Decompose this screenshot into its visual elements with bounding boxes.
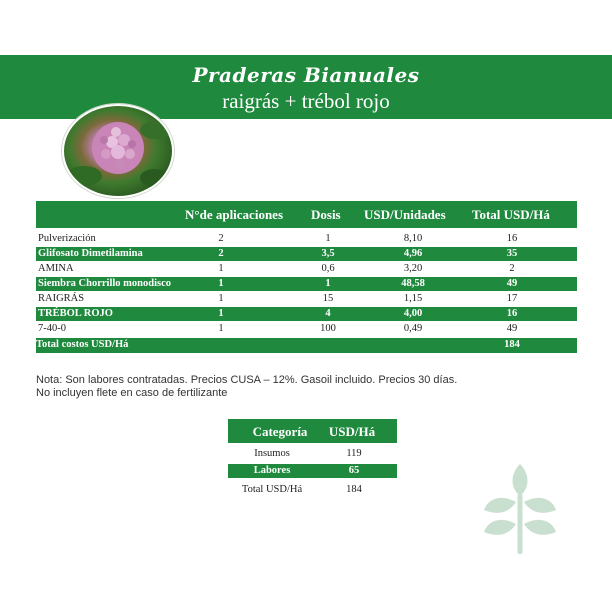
header-usd-unidades: USD/Unidades — [364, 207, 446, 222]
summary-label: Total USD/Há — [241, 484, 303, 495]
cell-usd-unidades: 0,49 — [403, 323, 423, 334]
summary-row — [228, 464, 397, 478]
summary-value: 119 — [346, 448, 362, 459]
table-row — [36, 277, 577, 291]
cell-usd-unidades: 3,20 — [403, 263, 423, 274]
cell-aplicaciones: 2 — [218, 233, 224, 244]
summary-table-header — [228, 419, 397, 443]
summary-row — [228, 447, 397, 461]
note-line-1: Nota: Son labores contratadas. Precios CUSA – 12%. Gasoil incluido. Precios 30 días. — [36, 374, 458, 386]
cell-aplicaciones: 1 — [218, 323, 224, 334]
cell-usd-unidades: 1,15 — [403, 293, 423, 304]
page-subtitle: raigrás + trébol rojo — [222, 89, 390, 113]
summary-header-usd: USD/Há — [328, 424, 376, 439]
cell-label: RAIGRÁS — [38, 293, 85, 304]
cell-dosis: 1 — [325, 278, 331, 289]
leaf-sprout-icon — [480, 458, 560, 558]
costs-total-row — [36, 338, 577, 353]
cell-dosis: 3,5 — [321, 248, 335, 259]
header-aplicaciones: N°de aplicaciones — [185, 207, 284, 222]
summary-header-categoria: Categoría — [252, 424, 308, 439]
clover-photo — [62, 104, 174, 198]
table-row — [36, 307, 577, 321]
cell-label: Glifosato Dimetilamina — [38, 248, 143, 259]
cell-dosis: 15 — [322, 293, 334, 304]
summary-value: 65 — [348, 465, 360, 476]
table-row — [36, 262, 577, 276]
total-label: Total costos USD/Há — [36, 339, 129, 350]
cell-label: 7-40-0 — [38, 323, 66, 334]
cell-aplicaciones: 1 — [218, 278, 224, 289]
note-line-2: No incluyen flete en caso de fertilizante — [36, 387, 228, 399]
cell-aplicaciones: 1 — [218, 308, 224, 319]
cell-total: 49 — [506, 278, 518, 289]
cell-label: AMINA — [38, 263, 74, 274]
header-total: Total USD/Há — [472, 207, 550, 222]
cell-dosis: 1 — [325, 233, 331, 244]
table-row — [36, 322, 577, 336]
cell-aplicaciones: 1 — [218, 293, 224, 304]
cell-usd-unidades: 4,00 — [403, 308, 423, 319]
cell-usd-unidades: 4,96 — [403, 248, 423, 259]
cell-usd-unidades: 48,58 — [401, 278, 425, 289]
cell-aplicaciones: 1 — [218, 263, 224, 274]
header-dosis: Dosis — [311, 207, 341, 222]
cell-total: 35 — [506, 248, 518, 259]
cell-label: Pulverización — [38, 233, 96, 244]
costs-table-header — [36, 201, 577, 228]
summary-label: Labores — [253, 465, 291, 476]
summary-value: 184 — [346, 484, 362, 495]
cell-total: 16 — [506, 233, 518, 244]
cell-total: 16 — [506, 308, 518, 319]
cell-aplicaciones: 2 — [218, 248, 224, 259]
cell-label: Siembra Chorrillo monodisco — [38, 278, 171, 289]
cell-total: 2 — [509, 263, 515, 274]
cell-dosis: 100 — [320, 323, 336, 334]
cell-dosis: 4 — [325, 308, 331, 319]
summary-row — [228, 483, 397, 497]
total-value: 184 — [504, 339, 520, 350]
cell-usd-unidades: 8,10 — [403, 233, 423, 244]
table-row — [36, 232, 577, 246]
table-row — [36, 247, 577, 261]
page-title: Praderas Bianuales — [192, 63, 420, 87]
cell-total: 17 — [506, 293, 518, 304]
price-note — [36, 374, 576, 400]
cell-dosis: 0,6 — [321, 263, 335, 274]
table-row — [36, 292, 577, 306]
summary-label: Insumos — [254, 448, 290, 459]
cell-total: 49 — [506, 323, 518, 334]
cell-label: TRÉBOL ROJO — [38, 308, 113, 319]
